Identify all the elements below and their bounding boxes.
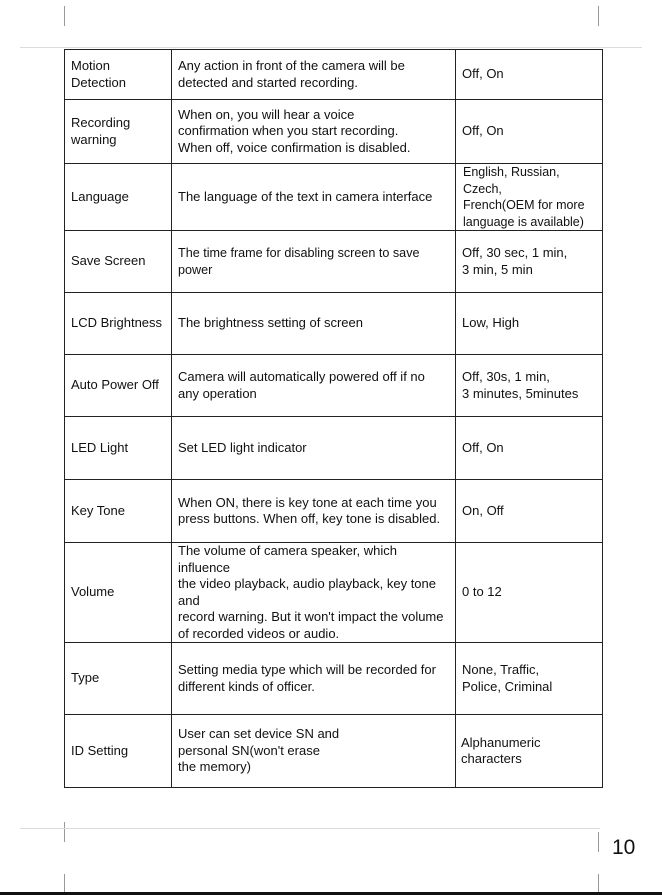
table-row — [65, 293, 603, 355]
table-row — [65, 50, 603, 100]
setting-description: When on, you will hear a voice confirmation when you start recording. When off, voice confirmation is disabled. — [172, 100, 456, 164]
setting-values: Alphanumeric characters — [456, 715, 603, 788]
setting-name: Key Tone — [65, 480, 172, 543]
setting-description: The language of the text in camera interface — [172, 164, 456, 231]
setting-name: Motion Detection — [65, 50, 172, 100]
setting-values: Off, 30 sec, 1 min, 3 min, 5 min — [456, 231, 603, 293]
setting-values: Off, 30s, 1 min, 3 minutes, 5minutes — [456, 355, 603, 417]
setting-values: On, Off — [456, 480, 603, 543]
page-number: 10 — [612, 836, 636, 859]
table-row — [65, 355, 603, 417]
setting-values: Off, On — [456, 417, 603, 480]
setting-description: When ON, there is key tone at each time you press buttons. When off, key tone is disabled. — [172, 480, 456, 543]
table-row — [65, 643, 603, 715]
setting-values: Off, On — [456, 100, 603, 164]
setting-values: 0 to 12 — [456, 543, 603, 643]
setting-description: User can set device SN and personal SN(won't erase the memory) — [172, 715, 456, 788]
settings-table — [64, 49, 603, 788]
setting-name: Auto Power Off — [65, 355, 172, 417]
setting-name: Volume — [65, 543, 172, 643]
setting-values: None, Traffic, Police, Criminal — [456, 643, 603, 715]
table-row — [65, 100, 603, 164]
setting-description: Camera will automatically powered off if no any operation — [172, 355, 456, 417]
table-row — [65, 231, 603, 293]
setting-values: English, Russian, Czech, French(OEM for more language is available) — [456, 164, 603, 231]
setting-description: Setting media type which will be recorded for different kinds of officer. — [172, 643, 456, 715]
crop-mark — [64, 822, 65, 842]
crop-mark — [598, 832, 599, 852]
crop-mark — [64, 6, 65, 26]
setting-name: Save Screen — [65, 231, 172, 293]
registration-line — [20, 47, 642, 48]
table-row — [65, 164, 603, 231]
setting-values: Off, On — [456, 50, 603, 100]
crop-mark — [64, 874, 65, 894]
table-row — [65, 715, 603, 788]
setting-description: Any action in front of the camera will be detected and started recording. — [172, 50, 456, 100]
setting-description: Set LED light indicator — [172, 417, 456, 480]
setting-description: The volume of camera speaker, which influence the video playback, audio playback, key tone and record warning. But it won't impact the volume of recorded videos or audio. — [172, 543, 456, 643]
setting-name: Language — [65, 164, 172, 231]
table-row — [65, 417, 603, 480]
setting-name: LCD Brightness — [65, 293, 172, 355]
setting-name: Type — [65, 643, 172, 715]
setting-name: ID Setting — [65, 715, 172, 788]
setting-values: Low, High — [456, 293, 603, 355]
setting-name: LED Light — [65, 417, 172, 480]
setting-name: Recording warning — [65, 100, 172, 164]
registration-line — [20, 828, 600, 829]
table-row — [65, 543, 603, 643]
setting-description: The time frame for disabling screen to save power — [172, 231, 456, 293]
table-row — [65, 480, 603, 543]
crop-mark — [598, 6, 599, 26]
crop-mark — [598, 874, 599, 894]
setting-description: The brightness setting of screen — [172, 293, 456, 355]
